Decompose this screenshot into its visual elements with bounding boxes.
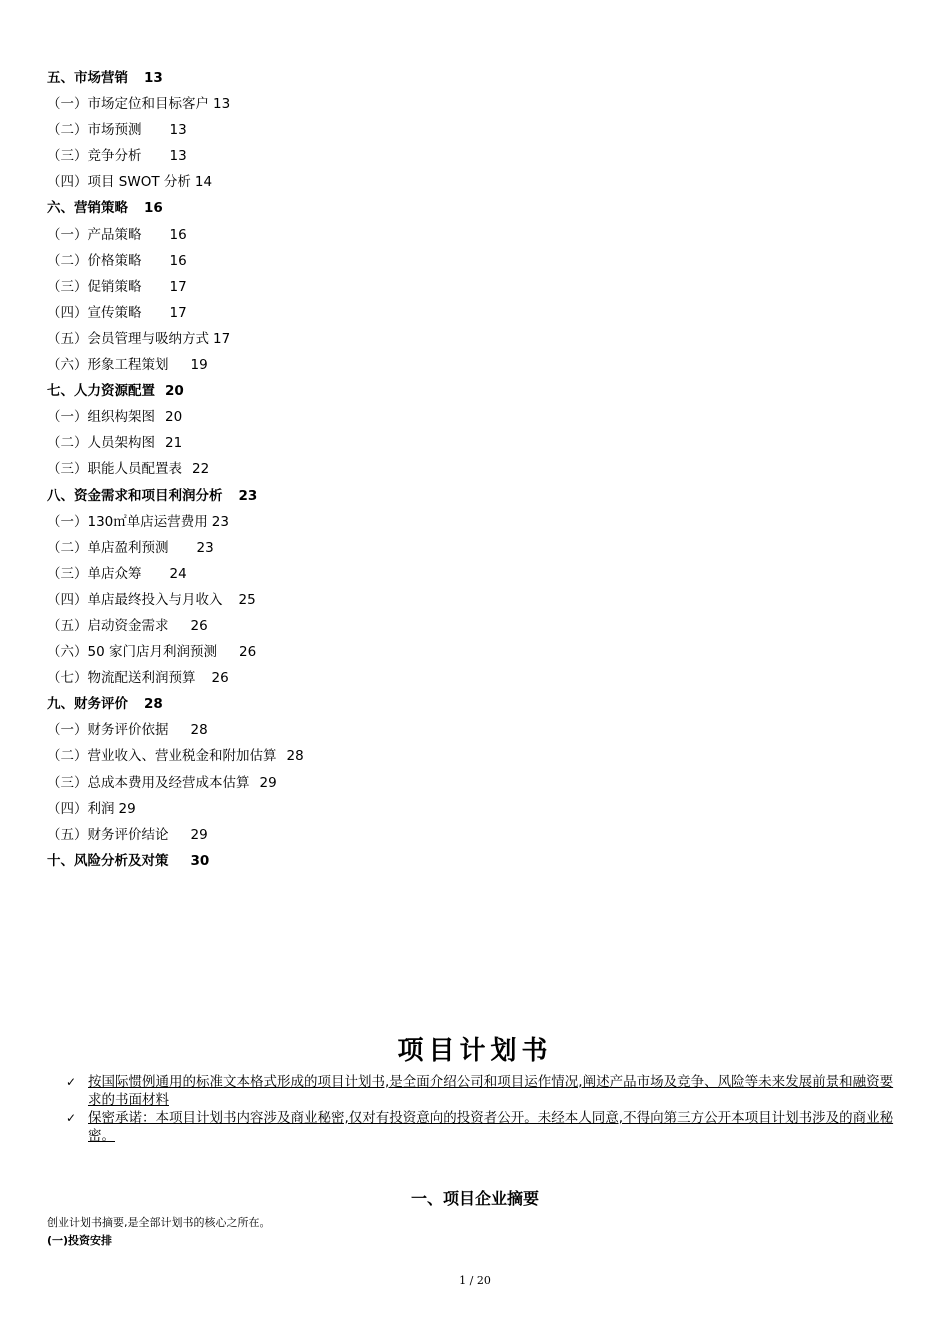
toc-section-entry[interactable]: [47, 822, 907, 848]
toc-entry-page: 21: [165, 435, 183, 452]
toc-entry-page: 23: [238, 487, 258, 504]
toc-entry-title: （四）利润: [47, 800, 115, 817]
toc-chapter-entry[interactable]: [47, 848, 907, 874]
toc-section-entry[interactable]: [47, 587, 907, 613]
page-number: 1 / 20: [459, 1274, 491, 1287]
toc-chapter-entry[interactable]: [47, 378, 907, 404]
subsection-heading: (一)投资安排: [47, 1234, 113, 1247]
toc-entry-page: 20: [165, 383, 184, 400]
section-title: 一、项目企业摘要: [410, 1189, 539, 1208]
toc-entry-title: （二）单店盈利预测: [47, 539, 169, 556]
toc-section-entry[interactable]: [47, 91, 907, 117]
toc-entry-page: 25: [238, 591, 256, 608]
toc-section-entry[interactable]: [47, 169, 907, 195]
intro-paragraph: 创业计划书摘要,是全部计划书的核心之所在。: [47, 1216, 271, 1229]
toc-entry-page: 26: [211, 670, 229, 687]
toc-entry-title: （一）市场定位和目标客户: [47, 96, 209, 113]
intro-bullets: [66, 1073, 906, 1145]
toc-entry-title: （六）形象工程策划: [47, 357, 169, 374]
toc-entry-page: 28: [190, 722, 208, 739]
toc-entry-page: 17: [213, 330, 231, 347]
toc-section-entry[interactable]: [47, 117, 907, 143]
toc-entry-page: 28: [144, 696, 163, 713]
bullet-text: 按国际惯例通用的标准文本格式形成的项目计划书,是全面介绍公司和项目运作情况,阐述产品市场及竞争、风险等未来发展前景和融资要求的书面材料: [88, 1074, 894, 1108]
checkmark-icon: ✓: [66, 1075, 77, 1089]
toc-entry-title: （三）促销策略: [47, 278, 142, 295]
toc-section-entry[interactable]: [47, 509, 907, 535]
toc-entry-page: 29: [259, 774, 277, 791]
toc-section-entry[interactable]: [47, 743, 907, 769]
toc-entry-title: （三）单店众筹: [47, 565, 142, 582]
toc-chapter-entry[interactable]: [47, 65, 907, 91]
toc-entry-title: 六、营销策略: [47, 200, 128, 217]
toc-entry-page: 26: [190, 617, 208, 634]
toc-section-entry[interactable]: [47, 248, 907, 274]
toc-entry-title: （一）130㎡单店运营费用: [47, 513, 208, 530]
toc-entry-title: （三）总成本费用及经营成本估算: [47, 774, 250, 791]
toc-entry-title: （五）会员管理与吸纳方式: [47, 330, 209, 347]
toc-entry-title: （一）财务评价依据: [47, 722, 169, 739]
toc-section-entry[interactable]: [47, 222, 907, 248]
toc-entry-title: 七、人力资源配置: [47, 383, 155, 400]
toc-section-entry[interactable]: [47, 535, 907, 561]
toc-entry-title: 十、风险分析及对策: [47, 852, 169, 869]
table-of-contents: [47, 65, 907, 874]
checkmark-icon: ✓: [66, 1111, 77, 1125]
toc-chapter-entry[interactable]: [47, 195, 907, 221]
toc-entry-page: 23: [196, 539, 214, 556]
toc-chapter-entry[interactable]: [47, 691, 907, 717]
toc-section-entry[interactable]: [47, 796, 907, 822]
toc-section-entry[interactable]: [47, 665, 907, 691]
toc-entry-title: （二）市场预测: [47, 122, 142, 139]
bullet-item: [66, 1109, 906, 1145]
toc-entry-title: 五、市场营销: [47, 70, 128, 86]
toc-entry-page: 19: [190, 357, 208, 374]
toc-entry-title: （一）产品策略: [47, 226, 142, 243]
toc-section-entry[interactable]: [47, 352, 907, 378]
toc-entry-title: （二）人员架构图: [47, 435, 155, 452]
toc-entry-page: 29: [118, 800, 136, 817]
toc-entry-title: （四）项目 SWOT 分析: [47, 174, 191, 191]
toc-section-entry[interactable]: [47, 300, 907, 326]
toc-entry-title: （五）启动资金需求: [47, 617, 169, 634]
toc-entry-page: 13: [144, 70, 163, 86]
toc-section-entry[interactable]: [47, 456, 907, 482]
bullet-item: [66, 1073, 906, 1109]
toc-entry-title: 九、财务评价: [47, 696, 128, 713]
toc-section-entry[interactable]: [47, 639, 907, 665]
toc-entry-page: 23: [211, 513, 229, 530]
toc-section-entry[interactable]: [47, 274, 907, 300]
toc-entry-title: （二）营业收入、营业税金和附加估算: [47, 748, 277, 765]
toc-entry-title: （五）财务评价结论: [47, 826, 169, 843]
toc-entry-page: 16: [144, 200, 163, 217]
toc-entry-title: （四）单店最终投入与月收入: [47, 591, 223, 608]
toc-entry-page: 30: [190, 852, 210, 869]
toc-section-entry[interactable]: [47, 613, 907, 639]
toc-entry-page: 26: [238, 644, 257, 661]
toc-entry-title: （三）竞争分析: [47, 148, 142, 165]
toc-entry-page: 13: [169, 122, 187, 139]
toc-entry-page: 13: [169, 148, 187, 165]
toc-entry-page: 13: [213, 96, 231, 113]
toc-entry-title: （二）价格策略: [47, 252, 142, 269]
toc-entry-page: 16: [169, 226, 187, 243]
toc-entry-title: （一）组织构架图: [47, 409, 155, 426]
toc-section-entry[interactable]: [47, 770, 907, 796]
toc-entry-page: 14: [194, 174, 213, 191]
toc-section-entry[interactable]: [47, 717, 907, 743]
toc-entry-page: 24: [169, 565, 187, 582]
toc-entry-title: （四）宣传策略: [47, 304, 142, 321]
toc-entry-title: （七）物流配送利润预算: [47, 670, 196, 687]
toc-section-entry[interactable]: [47, 430, 907, 456]
toc-section-entry[interactable]: [47, 561, 907, 587]
toc-chapter-entry[interactable]: [47, 483, 907, 509]
toc-entry-page: 17: [169, 278, 187, 295]
toc-entry-title: （六）50 家门店月利润预测: [47, 644, 217, 661]
toc-entry-page: 22: [192, 461, 210, 478]
toc-section-entry[interactable]: [47, 326, 907, 352]
toc-entry-title: 八、资金需求和项目利润分析: [47, 487, 223, 504]
toc-entry-page: 16: [169, 252, 187, 269]
toc-entry-page: 29: [190, 826, 208, 843]
document-title: 项目计划书: [397, 1036, 553, 1066]
toc-section-entry[interactable]: [47, 404, 907, 430]
toc-entry-page: 17: [169, 304, 187, 321]
toc-section-entry[interactable]: [47, 143, 907, 169]
toc-entry-page: 20: [165, 409, 183, 426]
toc-entry-title: （三）职能人员配置表: [47, 461, 182, 478]
bullet-text: 保密承诺：本项目计划书内容涉及商业秘密,仅对有投资意向的投资者公开。未经本人同意,不得向第三方公开本项目计划书涉及的商业秘密。: [88, 1110, 894, 1144]
toc-entry-page: 28: [286, 748, 304, 765]
